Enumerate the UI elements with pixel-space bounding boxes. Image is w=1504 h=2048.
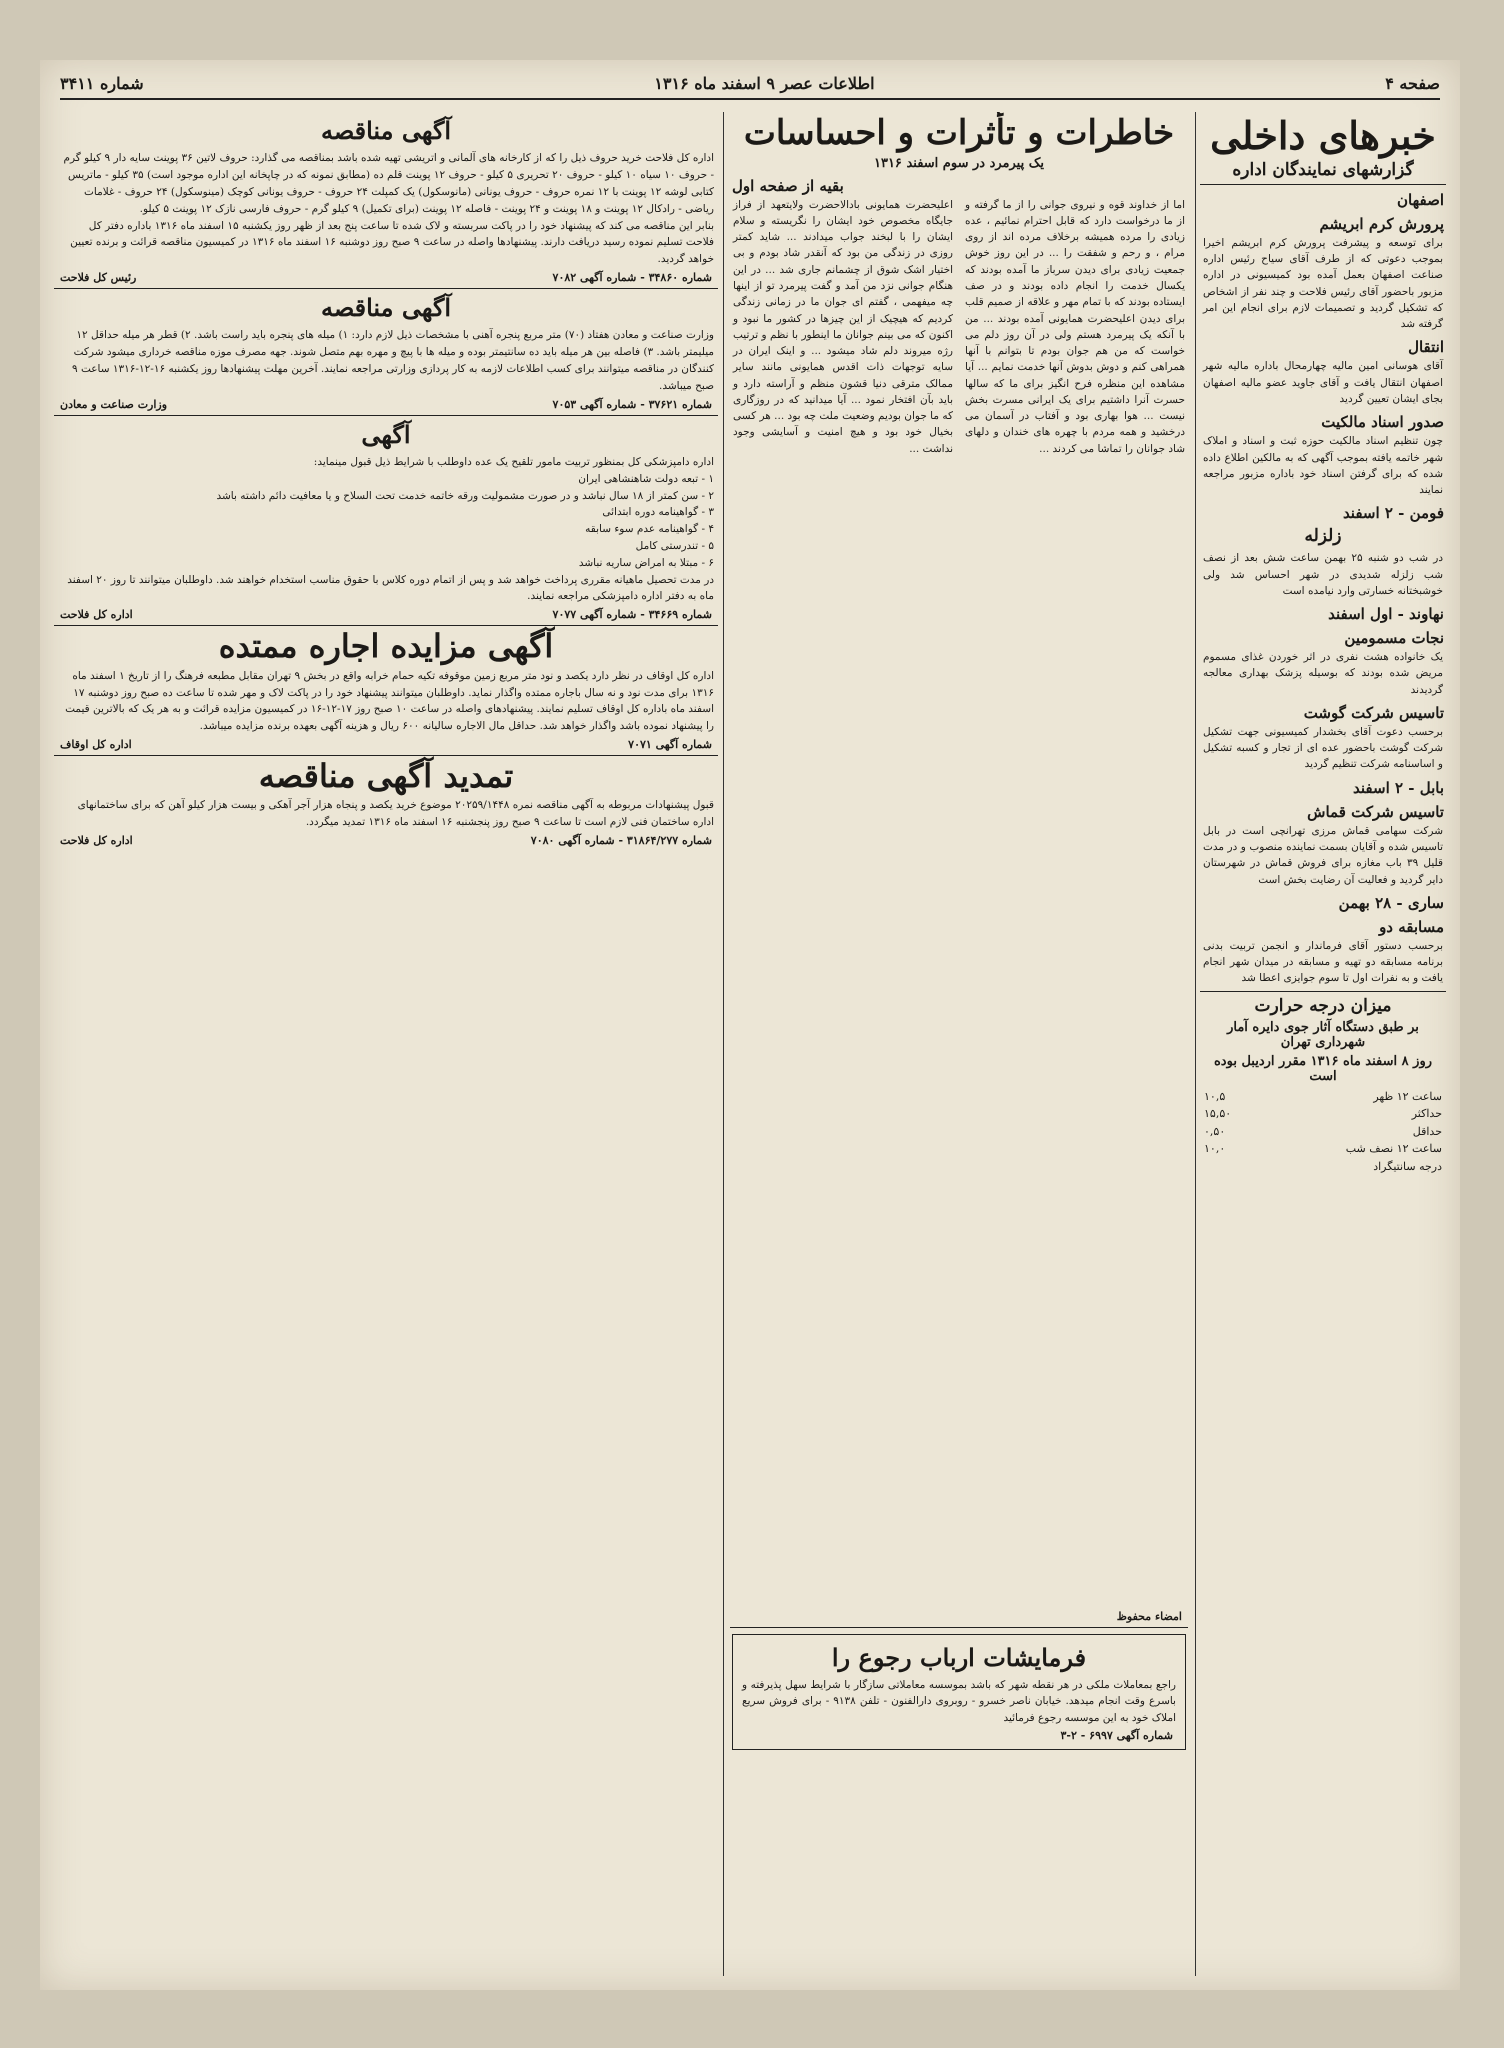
ad-title: فرمایشات ارباب رجوع را <box>831 1642 1087 1672</box>
column-rule <box>723 112 724 1976</box>
news-headline: صدور اسناد مالکیت <box>1321 413 1444 432</box>
ad-text: قبول پیشنهادات مربوطه به آگهی مناقصه نمره ۲۰۲۵۹/۱۴۴۸ موضوع خرید یکصد و پنجاه هزار آجر آهکی و بیست هزار کیلو آهن که برای ساختمانهای اداره ساختمان فنی لازم است تا ساعت ۹ صبح روز پنجشنبه ۱۶ اسفند ماه ۱۳۱۶ تمدید میگردد. <box>77 799 714 829</box>
ad-text: اداره کل اوقاف در نظر دارد یکصد و نود متر مربع زمین موقوفه تکیه حمام خرابه واقع در بخش ۹ تهران مقابل مطبعه فرهنگ را از تاریخ ۱ اسفند ماه ۱۳۱۶ برای مدت نود و نه سال باجاره ممتده واگذار نماید. داوطلبان میتوانند پیشنهاد خود را در پاکت لاک و مهر شده تا ساعت ده صبح روز دوشنبه ۱۷ اسفند ماه باداره کل اوقاف تسلیم نمایند. پیشنهادهای واصله در ساعت ۱۰ صبح روز ۱۷-۱۲-۱۶ در کمیسیون مزایده قرائت و به هر یک که بالاترین قیمت را پیشنهاد نموده باشد واگذار خواهد شد. حداقل مال الاجاره سالیانه ۶۰۰ ریال و هزینه آگهی بعهده برنده مزایده میباشد. <box>65 669 714 733</box>
masthead <box>60 68 1440 100</box>
issue-number: شماره ۳۴۱۱ <box>60 73 144 93</box>
news-headline: پرورش کرم ابریشم <box>1319 214 1444 233</box>
weather-day: روز ۸ اسفند ماه ۱۳۱۶ مقرر اردیبل بوده است <box>1214 1053 1432 1084</box>
news-headline: انتقال <box>1408 338 1444 357</box>
news-text: برحسب دعوت آقای بخشدار کمیسیونی جهت تشکیل شرکت گوشت باحضور عده ای از تجار و کسبه تشکیل و اساسنامه شرکت تنظیم گردید <box>1203 725 1443 771</box>
ad-title: آگهی <box>361 419 411 449</box>
memoirs-column <box>730 112 1188 1976</box>
news-headline: تاسیس شرکت گوشت <box>1303 703 1444 722</box>
section-subtitle: گزارشهای نمایندگان اداره <box>1232 159 1414 180</box>
weather-title: میزان درجه حرارت <box>1254 995 1392 1016</box>
dateline: فومن - ۲ اسفند <box>1342 504 1444 523</box>
issue-date: اطلاعات عصر ۹ اسفند ماه ۱۳۱۶ <box>654 73 875 93</box>
ad-text: اداره کل فلاحت خرید حروف ذیل را که از کارخانه های آلمانی و اتریشی تهیه شده باشد بمناقصه می گذارد: حروف لاتین ۳۶ پوینت سایه دار ۹ کیلو گرم - حروف ۱۰ سیاه ۱۰ کیلو - حروف ۲۰ تحریری ۵ کیلو - حروف ۱۲ پوینت قلم ده (مطابق نمونه که در چاپخانه این اداره موجود است) ۳۵ کیلو - ماتریس کتابی لوشه ۱۲ پوینت با ۱۲ نمره حروف - حروف یونانی (مانوسکول) یک کمپلت ۲۴ حروف - حروف یونانی کوچک (مینوسکول) ۲۴ حروف - غلامات ریاضی - رادکال ۱۲ پوینت و ۱۸ پوینت و ۲۴ پوینت - فاصله ۱۲ پوینت (برای تکمیل) ۹ کیلو گرم - حروف فارسی نازک ۱۲ پوینت ۵ کیلو. <box>63 152 714 215</box>
dateline: ساری - ۲۸ بهمن <box>1338 893 1444 912</box>
article-title: خاطرات و تأثرات و احساسات <box>743 113 1175 153</box>
ad-signature: شماره ۳۴۶۶۹ - شماره آگهی ۷۰۷۷ اداره کل فلاحت <box>60 608 712 622</box>
news-text: شرکت سهامی قماش مرزی تهرانچی است در بابل تاسیس شده و آقایان بسمت نماینده منصوب و در مدت قلیل ۳۹ باب مغازه برای فروش قماش در شهرستان دایر گردید و فعالیت آن رضایت بخش است <box>1203 824 1443 886</box>
ad-signature: شماره ۳۷۶۲۱ - شماره آگهی ۷۰۵۳ وزارت صناعت و معادن <box>60 397 712 411</box>
news-headline: نجات مسمومین <box>1344 629 1444 648</box>
ad-signature: شماره آگهی ۷۰۷۱ اداره کل اوقاف <box>60 737 712 751</box>
list-item: ۳ - گواهینامه دوره ابتدائی <box>602 506 714 519</box>
continuation-note: بقیه از صفحه اول <box>732 176 844 195</box>
ads-column <box>54 112 718 1976</box>
article-signature: امضاء محفوظ <box>1116 1609 1182 1623</box>
ad-text: راجع بمعاملات ملکی در هر نقطه شهر که باشد بموسسه معاملاتی سازگار با شرایط سهل پذیرفته و باسرع وقت انجام میدهد. خیابان ناصر خسرو - روبروی دارالفنون - تلفن ۹۱۳۸ - برای فروش سریع املاک خود به این موسسه رجوع فرمائید <box>742 1679 1176 1724</box>
news-headline: تاسیس شرکت قماش <box>1307 802 1444 821</box>
news-text: یک خانواده هشت نفری در اثر خوردن غذای مسموم مریض شده بودند که بوسیله پزشک بهداری معالجه گردیدند <box>1203 651 1443 696</box>
ad-title: تمدید آگهی مناقصه <box>258 756 514 795</box>
news-text: برحسب دستور آقای فرماندار و انجمن تربیت بدنی برنامه مسابقه دو تهیه و مسابقه در میدان شهر انجام یافت و به نفرات اول تا سوم جوایزی اعطا شد <box>1203 939 1443 985</box>
list-item: ۱ - تبعه دولت شاهنشاهی ایران <box>578 472 714 485</box>
ad-text: در مدت تحصیل ماهیانه مقرری پرداخت خواهد شد و پس از اتمام دوره کلاس با حقوق مناسب استخدام خواهند شد. داوطلبان میتوانند تا روز ۲۰ اسفند ماه به دفتر اداره دامپزشکی مراجعه نمایند. <box>67 573 714 603</box>
article-body <box>730 197 1188 1607</box>
list-item: ۲ - سن کمتر از ۱۸ سال نباشد و در صورت مشمولیت ورقه خاتمه خدمت تحت السلاح و یا معافیت دائم داشته باشد <box>216 489 714 502</box>
news-headline: مسابقه دو <box>1379 917 1444 936</box>
news-text: برای توسعه و پیشرفت پرورش کرم ابریشم اخیرا بموجب دعوتی که از طرف آقای سیاح رئیس اداره صناعت اصفهان بعمل آمده بود کمیسیونی در اداره مزبور باحضور آقای رئیس فلاحت و چند نفر از اشخاص که تشکیل گردید و تصمیمات لازم برای انجام این امر گرفته شد <box>1203 236 1443 331</box>
ad-title: آگهی مناقصه <box>320 292 452 322</box>
list-item: ۵ - تندرستی کامل <box>635 539 714 552</box>
weather-subtitle: بر طبق دستگاه آثار جوی دایره آمار شهرداری تهران <box>1227 1019 1419 1050</box>
dateline: بابل - ۲ اسفند <box>1353 778 1444 797</box>
ad-signature: شماره ۳۱۸۶۴/۲۷۷ - شماره آگهی ۷۰۸۰ اداره کل فلاحت <box>60 834 712 848</box>
weather-row: ساعت ۱۲ نصف شب ۱۰,۰ <box>1204 1142 1442 1156</box>
city-heading: اصفهان <box>1397 190 1444 209</box>
list-item: ۶ - مبتلا به امراض ساریه نباشد <box>578 556 714 569</box>
weather-row: ساعت ۱۲ ظهر ۱۰,۵ <box>1204 1089 1442 1103</box>
weather-table <box>1204 1088 1442 1176</box>
list-item: ۴ - گواهینامه عدم سوء سابقه <box>585 523 714 536</box>
section-title: خبرهای داخلی <box>1210 113 1436 158</box>
weather-row: حداکثر ۱۵,۵۰ <box>1204 1107 1442 1121</box>
column-rule <box>1195 112 1196 1976</box>
ad-number: شماره آگهی ۶۹۹۷ - ۲-۳ <box>1060 1728 1173 1742</box>
article-text: اما از خداوند قوه و نیروی جوانی را از ما گرفته و از ما درخواست دارد که قابل احترام نمائیم ، عده زیادی را مرده همیشه برخلاف مرده اند از روی مرام ، و رحم و شفقت را ... در این روز خوش جمعیت زیادی برای دیدن سرباز ما آمده بودند که یکسال خدمت را انجام داده بودند و در صف ایستاده بودند که با تمام مهر و علاقه از صمیم قلب برای دیدن اعلیحضرت همایونی آمده بودند ... من با آنکه یک پیرمرد هستم ولی در آن روز دلم می خواست که من هم جوان بودم تا بتوانم با آنها همراهی کنم و دوش بدوش آنها خدمت نمایم ... آیا مشاهده این منظره فرح انگیز برای ما که سالها حسرت آنرا داشتیم برای یک ایرانی مسرت بخش نیست ... هوا بهاری بود و آفتاب در آسمان می درخشید و همه مردم با چهره های خندان و دلهای شاد جوانان را تماشا می کردند ... <box>965 198 1185 455</box>
page-number: صفحه ۴ <box>1385 73 1440 93</box>
newspaper-page <box>40 60 1460 1990</box>
ad-title: آگهی مزایده اجاره ممتده <box>218 627 554 666</box>
domestic-news-column <box>1200 112 1446 1976</box>
requirements-list <box>58 471 714 572</box>
realestate-ad <box>732 1634 1186 1750</box>
ad-title: آگهی مناقصه <box>320 116 452 145</box>
dateline: نهاوند - اول اسفند <box>1328 605 1444 624</box>
article-byline: یک پیرمرد در سوم اسفند ۱۳۱۶ <box>873 155 1044 171</box>
ad-text: اداره دامپزشکی کل بمنظور تربیت مامور تلقیح یک عده داوطلب با شرایط ذیل قبول مینماید: <box>313 455 714 468</box>
ad-signature: شماره ۳۴۸۶۰ - شماره آگهی ۷۰۸۲ رئیس کل فلاحت <box>60 270 712 284</box>
ad-text: بنابر این مناقصه می کند که پیشنهاد خود را در پاکت سربسته و لاک شده تا ساعت پنج بعد از ظهر روز یکشنبه ۱۵ اسفند ماه ۱۳۱۶ باداره دفتر کل فلاحت تسلیم نموده رسید دریافت دارند. پیشنهادها واصله در ساعت ۹ صبح روز دوشنبه ۱۶ اسفند ماه ۱۳۱۶ در کمیسیون مناقصه قرائت و برنده تعیین خواهد گردید. <box>70 219 714 266</box>
weather-row: حداقل ۰,۵۰ <box>1204 1124 1442 1138</box>
news-text: آقای هوسانی امین مالیه چهارمحال باداره مالیه شهر اصفهان انتقال یافت و آقای جاوید عضو مالیه اصفهان بجای ایشان تعیین گردید <box>1203 360 1443 406</box>
ad-text: وزارت صناعت و معادن هفتاد (۷۰) متر مربع پنجره آهنی با مشخصات ذیل لازم دارد: ۱) میله های پنجره باید راست باشد. ۲) قطر هر میله حداقل ۱۲ میلیمتر باشد. ۳) فاصله بین هر میله باید ده سانتیمتر بوده و میله ها با پیچ و مهره بهم متصل شوند. جهه مصرف موزه مناقصه خرداری میشود شرکت کنندگان در مناقصه میتوانند برای کسب اطلاعات لازمه به کار پردازی وزارتی مراجعه نمایند. آخرین مهلت پیشنهادها روز یکشنبه ۱۶-۱۲-۱۳۱۶ ساعت ۹ صبح میباشد. <box>71 329 714 392</box>
weather-footnote: درجه سانتیگراد <box>1373 1159 1442 1173</box>
article-text: اعلیحضرت همایونی بادالاحضرت ولایتعهد از فراز جایگاه مخصوص خود ایشان را نگریسته و سلام ایشان را با لبخند جواب میدادند ... شاید کمتر روزی در زندگی من بود که آنقدر شاد بودم و بی اختیار اشک شوق از چشمانم جاری شد ... در این هنگام جوانی نزد من آمد و گفت پیرمرد تو از اینها چه میفهمی ، گفتم ای جوان ما در زمانی زندگی کردیم که هیچیک از این چیزها در کشور ما نبود و اکنون که می بینم جوانان ما اینطور با نظم و ترتیب رژه میروند دلم شاد میشود ... و اینک ایران در سایه توجهات ذات اقدس همایونی مانند سایر ممالک مترقی دنیا قشون منظم و آراسته دارد و باید بآن افتخار نمود ... آیا میدانید که در روزگاری که ما جوان بودیم وضعیت ملت چه بود ... هر کسی بخیال خود بود و هیچ امنیت و آسایشی وجود نداشت ... <box>733 198 953 455</box>
news-headline: زلزله <box>1304 526 1342 547</box>
news-text: چون تنظیم اسناد مالکیت حوزه ثبت و اسناد و املاک شهر خاتمه یافته بموجب آگهی که به مالکین اطلاع داده شده که برای گرفتن اسناد خود باداره مزبور مراجعه نمایند <box>1203 435 1443 497</box>
news-text: در شب دو شنبه ۲۵ بهمن ساعت شش بعد از نصف شب زلزله شدیدی در شهر احساس شد ولی خوشبختانه خسارتی وارد نیامده است <box>1203 552 1444 597</box>
